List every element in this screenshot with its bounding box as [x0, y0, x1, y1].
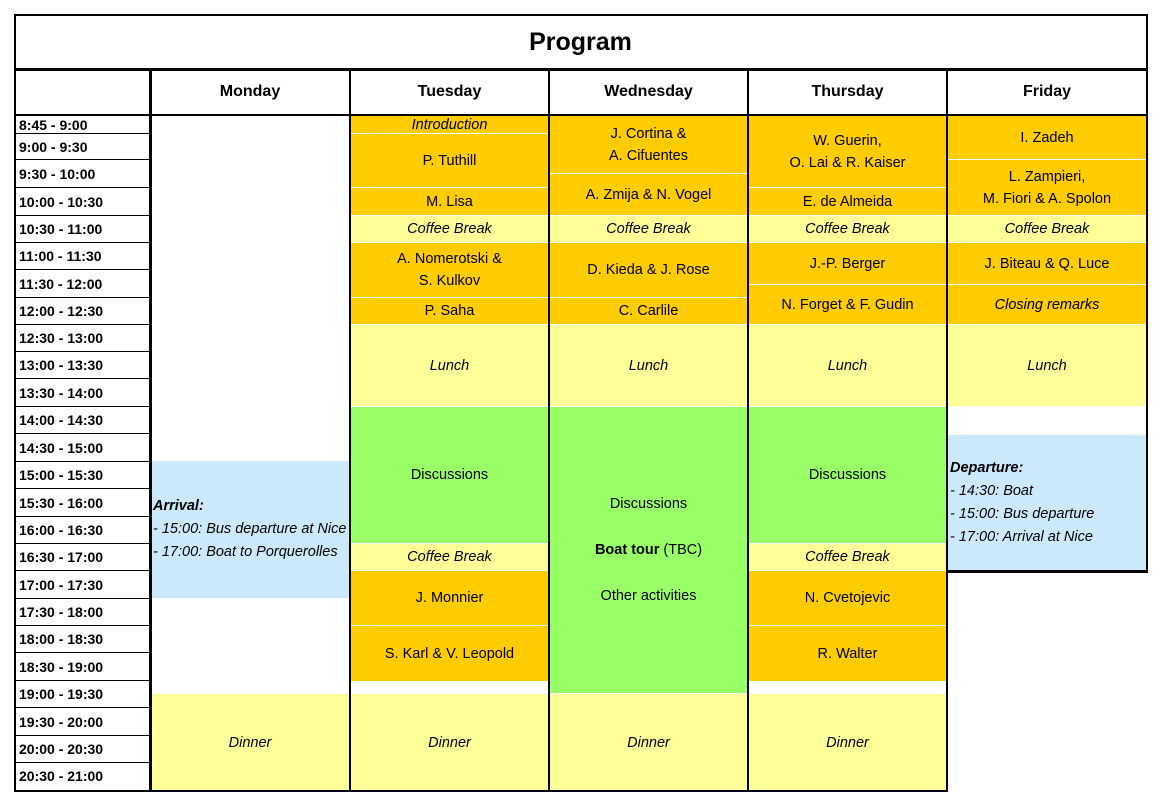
time-slot-label: 20:30 - 21:00 — [19, 768, 104, 784]
friday-lunch: Lunch — [948, 325, 1146, 406]
header-thursday: Thursday — [749, 70, 946, 114]
time-row-divider — [14, 378, 151, 379]
time-slot-label: 14:00 - 14:30 — [19, 412, 104, 428]
time-row-divider — [14, 625, 151, 626]
friday-talk-zampieri: L. Zampieri, M. Fiori & A. Spolon — [948, 160, 1146, 215]
time-row-divider — [14, 351, 151, 352]
thursday-coffee-break-afternoon: Coffee Break — [749, 544, 946, 570]
tuesday-dinner: Dinner — [351, 694, 548, 791]
wednesday-afternoon-activities — [550, 407, 747, 693]
header-tuesday: Tuesday — [351, 70, 548, 114]
monday-free-morning — [151, 116, 349, 461]
departure-line: - 15:00: Bus departure — [950, 505, 1095, 522]
time-row-divider — [14, 516, 151, 517]
tuesday-coffee-break-afternoon: Coffee Break — [351, 544, 548, 570]
header-monday: Monday — [151, 70, 349, 114]
friday-closing-remarks: Closing remarks — [948, 285, 1146, 324]
thursday-free-slot — [749, 682, 946, 693]
time-row-divider — [14, 488, 151, 489]
wednesday-boat-tour — [595, 539, 702, 561]
time-row-divider — [14, 324, 151, 325]
thursday-talk-berger: J.-P. Berger — [749, 243, 946, 284]
time-row-divider — [14, 242, 151, 243]
tuesday-right-border — [548, 68, 550, 792]
tuesday-discussions: Discussions — [351, 407, 548, 543]
time-slot-label: 9:00 - 9:30 — [19, 138, 88, 155]
friday-departure-note — [948, 435, 1146, 570]
tuesday-free-slot — [351, 682, 548, 693]
time-slot-label: 10:30 - 11:00 — [19, 221, 103, 237]
thursday-talk-almeida: E. de Almeida — [749, 188, 946, 215]
time-slot-label: 14:30 - 15:00 — [19, 439, 104, 456]
header-bottom-border — [14, 114, 1148, 116]
tuesday-introduction: Introduction — [351, 116, 548, 133]
monday-arrival-note — [151, 461, 349, 598]
friday-free-slot — [948, 407, 1146, 434]
time-slot-label: 10:00 - 10:30 — [19, 193, 104, 210]
departure-line: - 14:30: Boat — [950, 482, 1034, 499]
time-slot-label: 18:30 - 19:00 — [19, 658, 104, 675]
time-slot-label: 19:00 - 19:30 — [19, 686, 104, 702]
thursday-talk-walter: R. Walter — [749, 626, 946, 681]
time-slot-label: 16:30 - 17:00 — [19, 549, 104, 565]
title-top-border — [14, 14, 1148, 16]
arrival-line: - 15:00: Bus departure at Nice — [153, 521, 347, 537]
thursday-talk-forget: N. Forget & F. Gudin — [749, 285, 946, 324]
arrival-line: - 17:00: Boat to Porquerolles — [153, 544, 338, 560]
time-slot-label: 17:00 - 17:30 — [19, 576, 104, 593]
time-row-divider — [14, 543, 151, 544]
tuesday-lunch: Lunch — [351, 325, 548, 406]
tuesday-talk-nomerotski: A. Nomerotski & S. Kulkov — [351, 243, 548, 297]
departure-line: - 17:00: Arrival at Nice — [950, 528, 1093, 545]
tuesday-coffee-break: Coffee Break — [351, 216, 548, 242]
wednesday-discussions: Discussions — [609, 496, 688, 512]
thursday-dinner: Dinner — [749, 694, 946, 791]
wednesday-right-border — [747, 68, 749, 792]
thursday-talk-guerin: W. Guerin, O. Lai & R. Kaiser — [749, 116, 946, 187]
friday-right-border — [1146, 114, 1148, 573]
wednesday-talk-kieda: D. Kieda & J. Rose — [550, 243, 747, 297]
tuesday-talk-tuthill: P. Tuthill — [351, 134, 548, 187]
tuesday-talk-saha: P. Saha — [351, 298, 548, 324]
time-row-divider — [14, 133, 151, 134]
time-slot-label: 13:30 - 14:00 — [19, 384, 104, 401]
time-row-divider — [14, 598, 151, 599]
time-row-divider — [14, 215, 151, 216]
time-row-divider — [14, 652, 151, 653]
grid-left-border — [14, 14, 16, 792]
monday-right-border — [349, 68, 351, 792]
page-title: Program — [15, 15, 1146, 69]
thursday-coffee-break: Coffee Break — [749, 216, 946, 242]
time-slot-label: 11:00 - 11:30 — [19, 248, 102, 264]
header-friday: Friday — [948, 70, 1146, 114]
thursday-discussions: Discussions — [749, 407, 946, 543]
time-row-divider — [14, 735, 151, 736]
time-slot-label: 15:30 - 16:00 — [19, 494, 104, 511]
time-slot-label: 13:00 - 13:30 — [19, 357, 104, 373]
time-row-divider — [14, 680, 151, 681]
time-row-divider — [14, 187, 151, 188]
title-bottom-border — [14, 68, 1148, 71]
friday-talk-biteau: J. Biteau & Q. Luce — [948, 243, 1146, 284]
time-row-divider — [14, 707, 151, 708]
wednesday-talk-zmija: A. Zmija & N. Vogel — [550, 174, 747, 215]
time-row-divider — [14, 433, 151, 434]
wednesday-talk-carlile: C. Carlile — [550, 298, 747, 324]
time-row-divider — [14, 269, 151, 270]
thursday-talk-cvetojevic: N. Cvetojevic — [749, 571, 946, 625]
friday-coffee-break: Coffee Break — [948, 216, 1146, 242]
time-slot-label: 12:30 - 13:00 — [19, 330, 104, 346]
wednesday-talk-cortina: J. Cortina & A. Cifuentes — [550, 116, 747, 173]
time-slot-label: 20:00 - 20:30 — [19, 741, 104, 757]
grid-bottom-border — [14, 790, 948, 792]
tuesday-talk-karl: S. Karl & V. Leopold — [351, 626, 548, 681]
time-row-divider — [14, 297, 151, 298]
time-slot-label: 17:30 - 18:00 — [19, 604, 104, 620]
header-wednesday: Wednesday — [550, 70, 747, 114]
friday-talk-zadeh: I. Zadeh — [948, 116, 1146, 159]
wednesday-dinner: Dinner — [550, 694, 747, 791]
arrival-heading: Arrival: — [153, 498, 204, 514]
time-row-divider — [14, 570, 151, 571]
time-slot-label: 15:00 - 15:30 — [19, 467, 104, 483]
boat-tour-tbc: (TBC) — [659, 542, 703, 558]
monday-free-evening — [151, 599, 349, 693]
time-slot-label: 18:00 - 18:30 — [19, 631, 104, 647]
thursday-lunch: Lunch — [749, 325, 946, 406]
tuesday-talk-lisa: M. Lisa — [351, 188, 548, 215]
time-slot-label: 9:30 - 10:00 — [19, 165, 96, 182]
boat-tour-label: Boat tour — [594, 542, 660, 558]
time-slot-label: 11:30 - 12:00 — [19, 275, 103, 292]
time-column-divider — [149, 68, 152, 792]
thursday-right-border — [946, 68, 948, 792]
time-slot-label: 8:45 - 9:00 — [19, 116, 88, 133]
time-row-divider — [14, 762, 151, 763]
time-row-divider — [14, 159, 151, 160]
title-right-border — [1146, 14, 1148, 116]
time-slot-label: 16:00 - 16:30 — [19, 522, 104, 538]
monday-dinner: Dinner — [151, 694, 349, 791]
tuesday-talk-monnier: J. Monnier — [351, 571, 548, 625]
time-slot-label: 12:00 - 12:30 — [19, 303, 104, 319]
wednesday-other-activities: Other activities — [600, 588, 697, 604]
time-slot-label: 19:30 - 20:00 — [19, 713, 104, 730]
departure-heading: Departure: — [950, 459, 1024, 476]
wednesday-coffee-break: Coffee Break — [550, 216, 747, 242]
wednesday-lunch: Lunch — [550, 325, 747, 406]
time-row-divider — [14, 461, 151, 462]
time-row-divider — [14, 406, 151, 407]
friday-bottom-border — [946, 570, 1148, 573]
